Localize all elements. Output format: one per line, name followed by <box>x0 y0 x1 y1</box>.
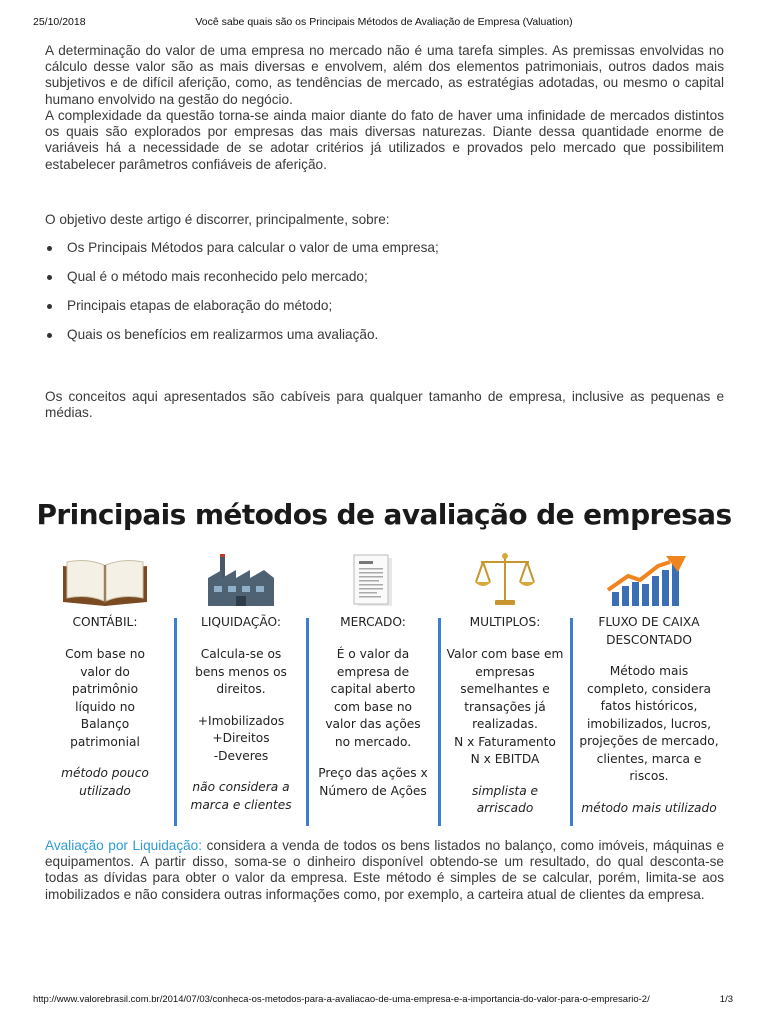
method-title: MULTIPLOS: <box>469 615 541 629</box>
method-column-fluxo-de-caixa <box>574 550 724 817</box>
method-note: simplista e <box>471 783 539 798</box>
method-note: utilizado <box>79 783 131 798</box>
method-desc-line: patrimônio <box>71 682 139 696</box>
method-formula-line: -Deveres <box>213 748 269 763</box>
list-item: Qual é o método mais reconhecido pelo mercado; <box>45 269 724 298</box>
method-column-liquidacao <box>176 550 306 814</box>
method-note: marca e clientes <box>190 797 292 812</box>
method-desc-line: realizadas. <box>472 717 538 731</box>
conclusion-paragraph: Os conceitos aqui apresentados são cabíveis para qualquer tamanho de empresa, inclusive as pequenas e médias. <box>45 389 724 421</box>
header-title: Você sabe quais são os Principais Métodos de Avaliação de Empresa (Valuation) <box>195 16 573 28</box>
method-title: DESCONTADO <box>606 632 692 647</box>
list-item: Quais os benefícios em realizarmos uma avaliação. <box>45 327 724 356</box>
factory-icon <box>206 552 276 608</box>
method-desc-line: valor das ações <box>325 717 421 731</box>
method-desc-line: fatos históricos, <box>600 699 698 713</box>
method-desc-line: patrimonial <box>70 734 140 749</box>
method-note: arriscado <box>476 801 534 815</box>
method-title: LIQUIDAÇÃO: <box>201 615 281 629</box>
footer-url: http://www.valorebrasil.com.br/2014/07/03/conheca-os-metodos-para-a-avaliacao-de-uma-empresa-e-a-importancia-do-valor-para-o-empresario-2/ <box>33 994 650 1005</box>
method-desc-line: no mercado. <box>334 734 412 749</box>
liquidacao-text: considera a venda de todos os bens listados no balanço, como imóveis, máquinas e equipamentos. A partir disso, soma-se o dinheiro disponível obtendo-se um resultado, do qual desconta-se todas as dívidas para obter o valor da empresa. Este método é simples de se calcular, porém, limita-se aos imobilizados e não considera outras informações como, por exemplo, a carteira atual de clientes da empresa. <box>45 838 725 902</box>
method-formula-line: +Imobilizados <box>197 713 285 728</box>
paragraph-1: A determinação do valor de uma empresa no mercado não é uma tarefa simples. As premissas envolvidas no cálculo desse valor são as mais diversas e envolvem, além dos elementos patrimoniais, outros dados mais subjetivos e de difícil aferição, como, as tendências de mercado, as estratégias adotadas, ou mesmo o capital humano envolvido na gestão do negócio. <box>45 43 724 107</box>
method-desc-line: Calcula-se os <box>200 647 282 661</box>
method-desc-line: Método mais <box>609 664 689 678</box>
method-title: FLUXO DE CAIXA <box>598 615 700 629</box>
objectives-list <box>45 240 724 356</box>
method-desc-line: capital aberto <box>330 682 416 696</box>
method-column-contabil <box>40 550 170 800</box>
growth-chart-icon <box>606 554 692 608</box>
method-title: MERCADO: <box>340 615 406 629</box>
method-formula-line: Número de Ações <box>319 783 427 798</box>
list-item: Os Principais Métodos para calcular o valor de uma empresa; <box>45 240 724 269</box>
method-formula-line: Preço das ações x <box>318 766 428 780</box>
method-desc-line: Com base no <box>65 647 145 661</box>
method-desc-line: semelhantes e <box>460 682 550 696</box>
method-column-multiplos <box>440 550 570 818</box>
page-number: 1/3 <box>719 994 733 1005</box>
method-desc-line: bens menos os <box>195 664 287 679</box>
method-formula-line: +Direitos <box>212 731 270 745</box>
liquidacao-link[interactable]: Avaliação por Liquidação: <box>45 838 203 853</box>
method-desc-line: projeções de mercado, <box>579 734 719 748</box>
method-desc-line: valor do <box>80 664 130 679</box>
method-desc-line: imobilizados, lucros, <box>587 716 711 731</box>
method-desc-line: empresa de <box>336 664 410 679</box>
method-desc-line: líquido no <box>75 699 135 714</box>
column-divider <box>570 618 573 826</box>
list-item: Principais etapas de elaboração do método; <box>45 298 724 327</box>
method-desc-line: empresas <box>475 664 535 679</box>
method-desc-line: É o valor da <box>336 647 410 661</box>
method-desc-line: Balanço <box>80 717 130 731</box>
method-desc-line: completo, considera <box>587 681 711 696</box>
method-note: método mais utilizado <box>581 800 717 815</box>
method-title: CONTÁBIL: <box>72 615 138 629</box>
method-desc-line: clientes, marca e <box>596 751 702 766</box>
method-note: método pouco <box>61 766 149 780</box>
method-desc-line: Valor com base em <box>446 647 564 661</box>
infographic-title: Principais métodos de avaliação de empresas <box>36 498 732 531</box>
scales-icon <box>473 550 537 608</box>
method-note: não considera a <box>192 780 290 794</box>
method-desc-line: com base no <box>333 699 412 714</box>
article-intro: O objetivo deste artigo é discorrer, principalmente, sobre: <box>45 212 390 227</box>
method-desc-line: N x Faturamento <box>454 734 556 749</box>
method-desc-line: N x EBITDA <box>470 752 540 766</box>
paragraph-liquidacao <box>45 838 724 903</box>
method-desc-line: direitos. <box>216 682 266 696</box>
method-desc-line: riscos. <box>629 769 669 783</box>
header-date: 25/10/2018 <box>33 16 86 28</box>
method-desc-line: transações já <box>464 699 546 714</box>
method-column-mercado <box>308 550 438 800</box>
document-icon <box>350 554 396 608</box>
paragraph-2: A complexidade da questão torna-se ainda maior diante do fato de haver uma infinidade de mercados distintos os quais são explorados por empresas das mais diversas naturezas. Diante dessa quantidade enorme de variáveis há a necessidade de se adotar critérios já utilizados e provados pelo mercado que possibilitem estabelecer parâmetros confiáveis de aferição. <box>45 108 724 172</box>
book-icon <box>59 556 151 608</box>
